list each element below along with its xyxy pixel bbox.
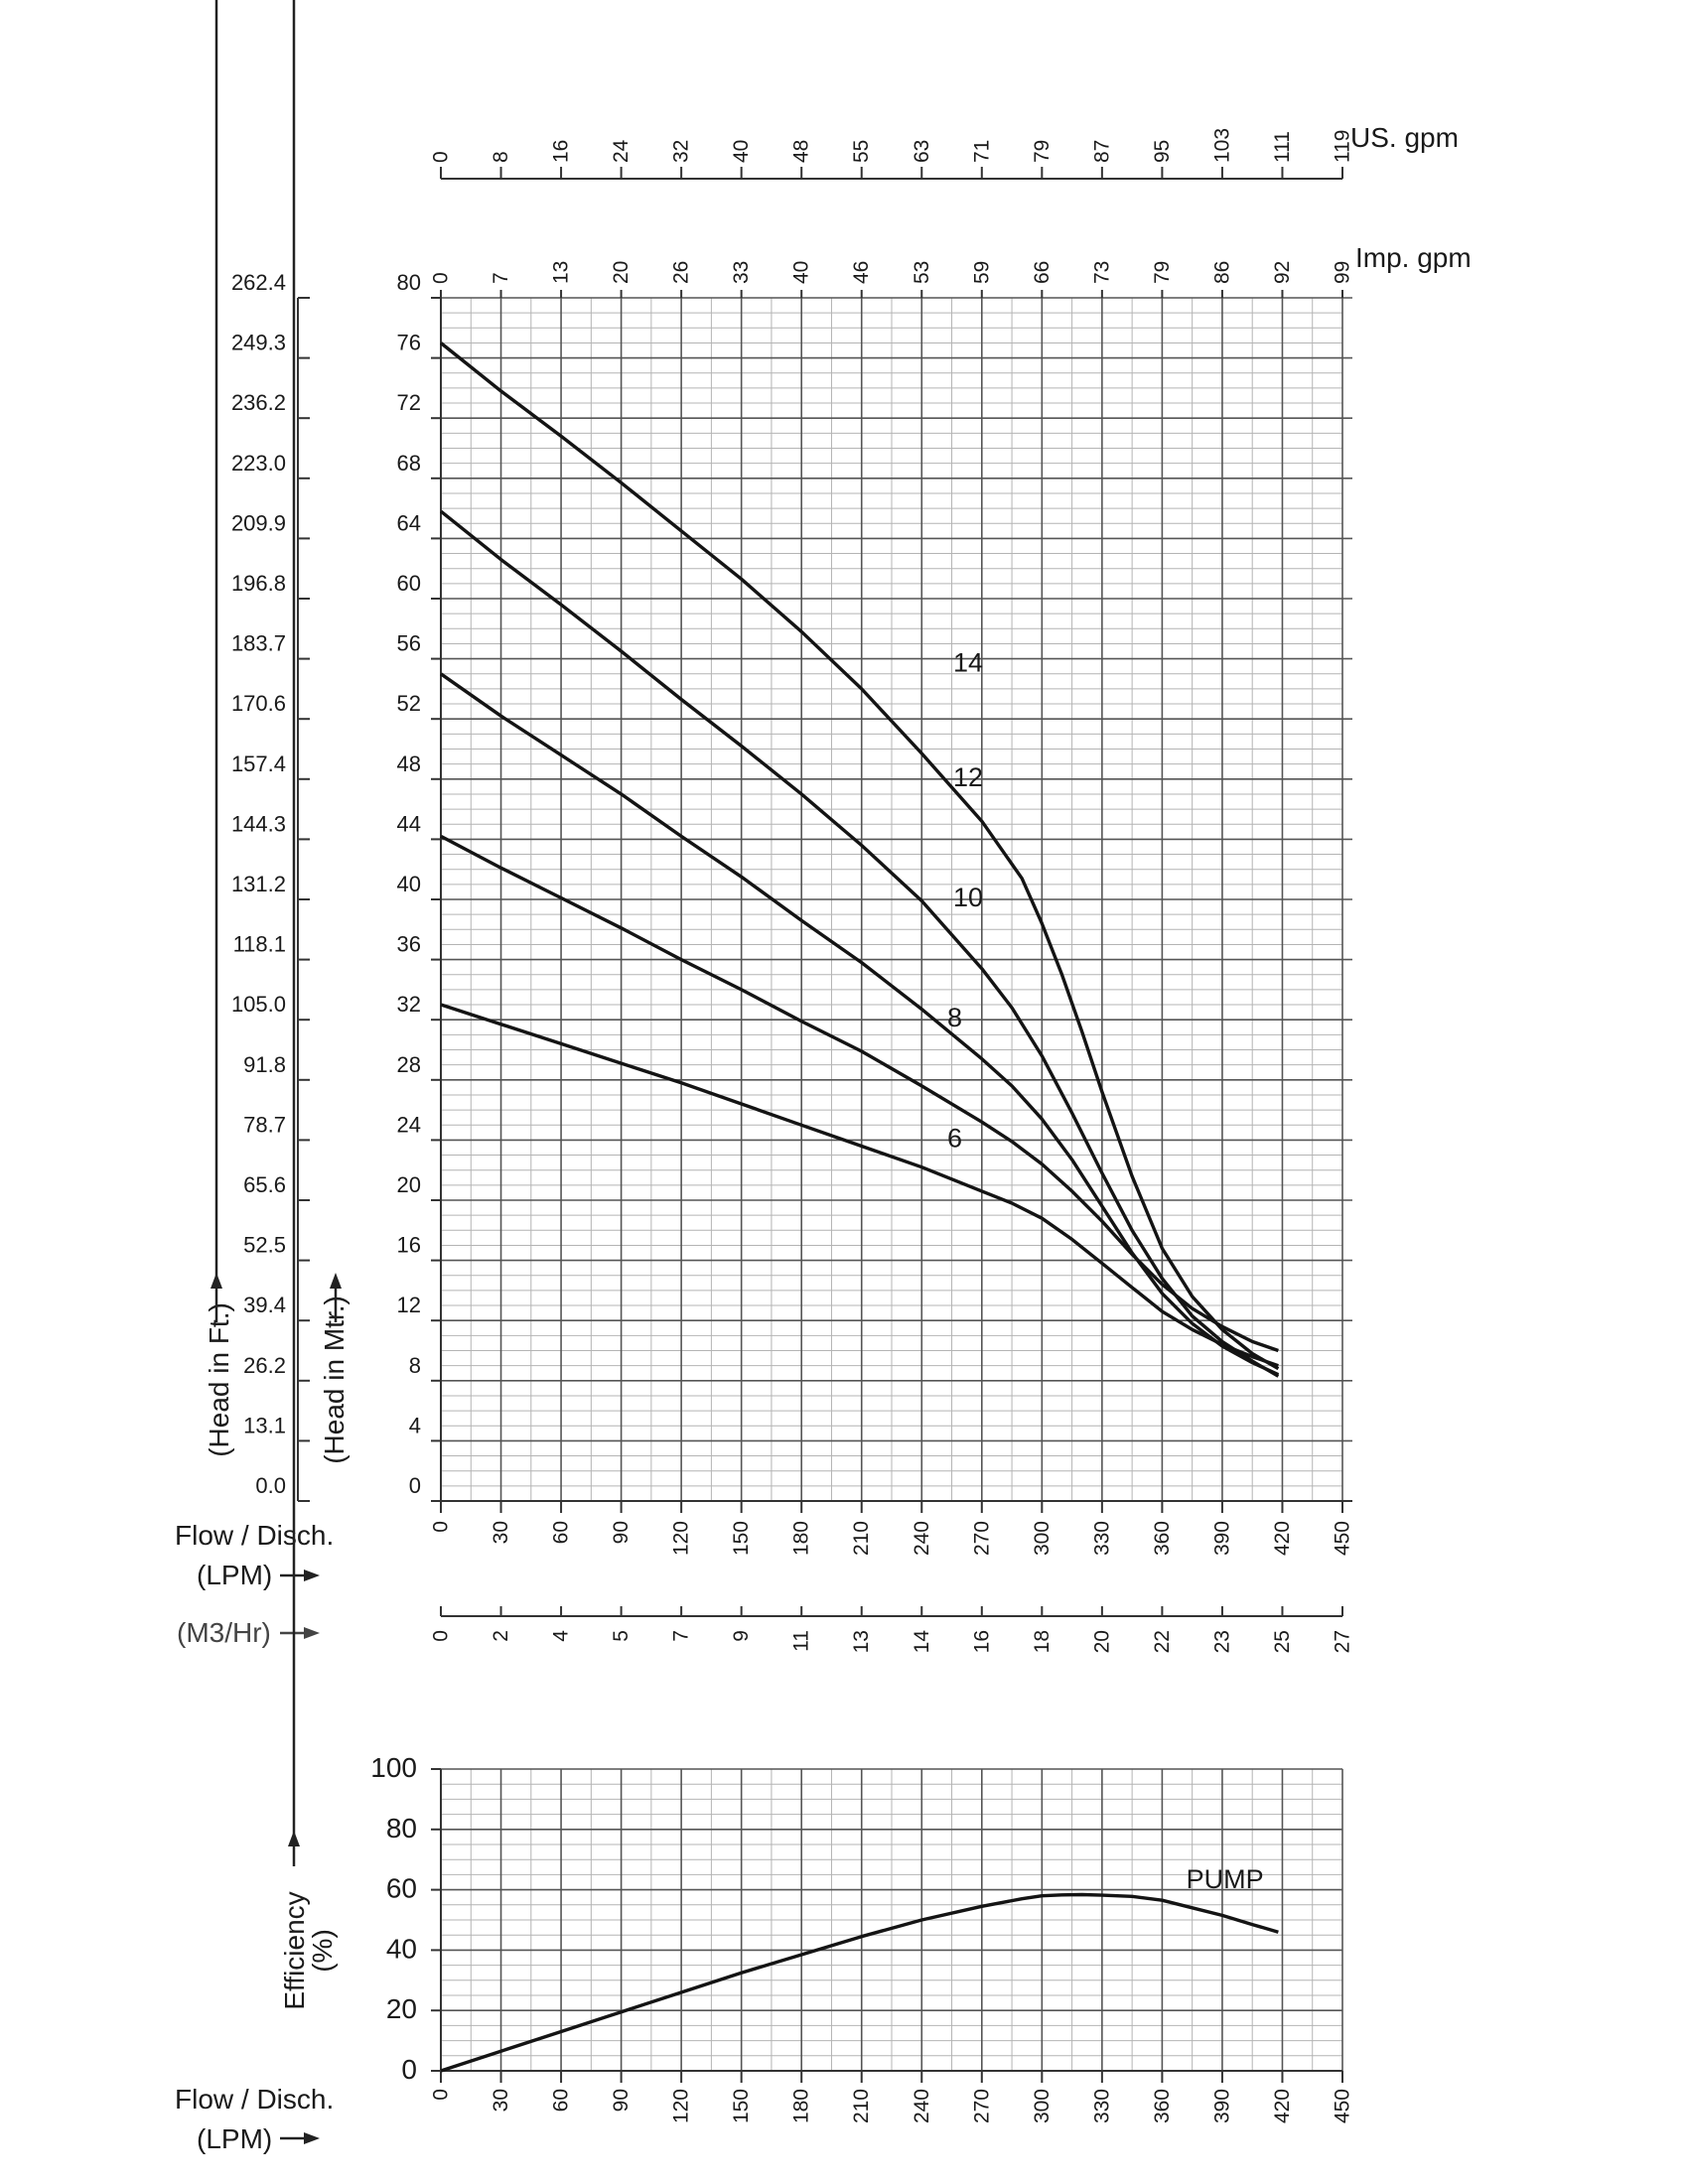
head-x-arrow <box>280 1570 320 1581</box>
us-gpm-tick-label: 71 <box>970 139 994 163</box>
imp-gpm-tick-label: 0 <box>429 272 453 284</box>
us-gpm-tick-label: 8 <box>490 151 513 163</box>
m3hr-tick-label: 27 <box>1331 1630 1354 1654</box>
head-ft-tick-label: 78.7 <box>243 1112 286 1138</box>
eff-y-tick-label: 80 <box>385 1812 417 1843</box>
head-ft-tick-label: 13.1 <box>243 1413 286 1438</box>
eff-lpm-tick-label: 90 <box>610 2089 633 2113</box>
us-gpm-tick-label: 32 <box>669 139 693 163</box>
eff-y-tick-label: 40 <box>385 1933 417 1965</box>
head-curve-8 <box>441 836 1278 1350</box>
us-gpm-tick-label: 40 <box>730 139 754 163</box>
us-gpm-tick-label: 79 <box>1030 139 1054 163</box>
head-curve-12 <box>441 511 1278 1376</box>
head-ft-tick-label: 157.4 <box>230 751 286 776</box>
head-m-tick-label: 60 <box>396 571 421 596</box>
head-curve-label-6: 6 <box>947 1123 963 1154</box>
head-x-axis-label-line1: Flow / Disch. <box>175 1520 335 1551</box>
eff-lpm-tick-label: 330 <box>1090 2089 1114 2124</box>
us-gpm-tick-label: 119 <box>1331 129 1354 163</box>
m3hr-tick-label: 5 <box>610 1630 633 1642</box>
head-m-tick-label: 24 <box>396 1112 421 1138</box>
head-chart-curves <box>441 343 1278 1377</box>
head-lpm-tick-label: 360 <box>1150 1521 1174 1557</box>
eff-lpm-tick-label: 180 <box>789 2089 813 2124</box>
us-gpm-unit-label: US. gpm <box>1350 122 1459 153</box>
m3hr-tick-label: 2 <box>490 1630 513 1642</box>
head-m-tick-label: 40 <box>396 872 421 896</box>
head-ft-tick-label: 0.0 <box>255 1473 286 1498</box>
eff-lpm-tick-label: 270 <box>970 2089 994 2124</box>
head-lpm-tick-label: 60 <box>549 1521 573 1545</box>
head-ft-tick-label: 26.2 <box>243 1352 286 1378</box>
head-m-tick-label: 20 <box>396 1172 421 1197</box>
us-gpm-tick-label: 103 <box>1210 127 1234 163</box>
eff-y-tick-label: 60 <box>385 1872 417 1904</box>
m3hr-tick-label: 16 <box>970 1630 994 1654</box>
imp-gpm-tick-label: 13 <box>549 260 573 284</box>
imp-gpm-tick-label: 66 <box>1030 260 1054 284</box>
imp-gpm-tick-label: 53 <box>910 260 933 284</box>
eff-lpm-tick-label: 60 <box>549 2089 573 2113</box>
head-lpm-tick-label: 150 <box>730 1521 754 1557</box>
efficiency-chart-grid <box>441 1769 1342 2083</box>
m3hr-axis <box>430 1606 1354 1653</box>
eff-x-arrow <box>280 2132 320 2144</box>
m3hr-tick-label: 9 <box>730 1630 754 1642</box>
us-gpm-tick-label: 87 <box>1090 139 1114 163</box>
head-ft-tick-label: 183.7 <box>230 630 286 656</box>
eff-lpm-tick-label: 150 <box>730 2089 754 2124</box>
head-m-tick-label: 4 <box>408 1413 421 1438</box>
efficiency-curve-label: PUMP <box>1186 1864 1264 1895</box>
imp-gpm-tick-label: 92 <box>1270 260 1294 284</box>
head-m-tick-label: 8 <box>408 1352 421 1378</box>
head-lpm-tick-label: 300 <box>1030 1521 1054 1557</box>
head-curve-label-10: 10 <box>953 882 984 912</box>
head-curve-label-12: 12 <box>953 761 984 792</box>
eff-lpm-tick-label: 360 <box>1150 2089 1174 2124</box>
head-m-axis-label: (Head in Mtr.) <box>319 1296 350 1464</box>
imp-gpm-tick-label: 99 <box>1331 260 1354 284</box>
efficiency-axis-label-line1: Efficiency <box>279 1891 310 2010</box>
m3hr-tick-label: 25 <box>1270 1630 1294 1654</box>
head-lpm-tick-label: 210 <box>850 1521 874 1557</box>
head-m-tick-label: 56 <box>396 630 421 656</box>
head-ft-tick-label: 39.4 <box>243 1293 286 1318</box>
head-chart-grid <box>441 290 1352 1513</box>
head-ft-tick-label: 105.0 <box>230 992 286 1018</box>
us-gpm-tick-label: 95 <box>1150 139 1174 163</box>
head-m-tick-label: 12 <box>396 1293 421 1318</box>
head-curve-label-14: 14 <box>953 647 984 678</box>
eff-lpm-tick-label: 300 <box>1030 2089 1054 2124</box>
us-gpm-tick-label: 55 <box>850 139 874 163</box>
head-m-tick-label: 72 <box>396 390 421 416</box>
m3hr-tick-label: 11 <box>789 1630 813 1652</box>
head-lpm-tick-label: 330 <box>1090 1521 1114 1557</box>
head-lpm-tick-label: 180 <box>789 1521 813 1557</box>
us-gpm-tick-label: 48 <box>789 139 813 163</box>
head-lpm-tick-label: 0 <box>429 1521 453 1533</box>
efficiency-axis-label-line2: (%) <box>307 1929 338 1973</box>
head-m-tick-label: 16 <box>396 1232 421 1258</box>
imp-gpm-tick-label: 73 <box>1090 260 1114 284</box>
head-ft-tick-label: 223.0 <box>230 450 286 476</box>
eff-lpm-tick-label: 120 <box>669 2089 693 2124</box>
head-lpm-tick-label: 450 <box>1331 1521 1354 1557</box>
eff-lpm-tick-label: 420 <box>1270 2089 1294 2124</box>
us-gpm-tick-label: 111 <box>1270 131 1294 163</box>
eff-lpm-tick-label: 390 <box>1210 2089 1234 2124</box>
head-x-axis-label-line2: (LPM) <box>197 1560 273 1590</box>
head-lpm-tick-label: 420 <box>1270 1521 1294 1557</box>
m3hr-arrow <box>280 1627 320 1639</box>
efficiency-curve-pump <box>441 1895 1278 2072</box>
head-ft-axis-label: (Head in Ft.) <box>204 1302 234 1457</box>
head-ft-arrow <box>211 0 222 1322</box>
m3hr-tick-label: 20 <box>1090 1630 1114 1654</box>
us-gpm-tick-label: 63 <box>910 139 933 163</box>
imp-gpm-tick-label: 7 <box>490 272 513 284</box>
head-lpm-tick-label: 120 <box>669 1521 693 1557</box>
head-m-tick-label: 32 <box>396 992 421 1018</box>
m3hr-tick-label: 0 <box>429 1630 453 1642</box>
m3hr-tick-label: 23 <box>1210 1630 1234 1654</box>
us-gpm-tick-label: 16 <box>549 139 573 163</box>
eff-x-axis-label-line2: (LPM) <box>197 2123 273 2154</box>
head-m-tick-label: 44 <box>396 811 421 837</box>
eff-x-axis-label-line1: Flow / Disch. <box>175 2084 335 2115</box>
eff-lpm-tick-label: 450 <box>1331 2089 1354 2124</box>
head-m-tick-label: 0 <box>408 1473 421 1498</box>
head-ft-tick-label: 196.8 <box>230 571 286 596</box>
eff-y-tick-label: 0 <box>401 2054 417 2085</box>
imp-gpm-tick-label: 26 <box>669 260 693 284</box>
top-axes <box>430 128 1354 179</box>
head-ft-tick-label: 131.2 <box>230 872 286 896</box>
m3hr-tick-label: 7 <box>669 1630 693 1642</box>
head-ft-tick-label: 118.1 <box>232 931 286 957</box>
head-curve-label-8: 8 <box>947 1003 963 1033</box>
head-m-tick-label: 80 <box>396 270 421 295</box>
head-ft-tick-label: 52.5 <box>243 1232 286 1258</box>
head-ft-tick-label: 144.3 <box>230 811 286 837</box>
head-chart-labels <box>231 261 1354 1556</box>
head-ft-tick-label: 236.2 <box>230 390 286 416</box>
head-m-tick-label: 76 <box>396 330 421 355</box>
head-lpm-tick-label: 390 <box>1210 1521 1234 1557</box>
head-lpm-tick-label: 30 <box>490 1521 513 1545</box>
m3hr-label: (M3/Hr) <box>177 1617 271 1648</box>
m3hr-tick-label: 14 <box>910 1630 933 1654</box>
eff-lpm-tick-label: 0 <box>429 2089 453 2101</box>
imp-gpm-tick-label: 46 <box>850 260 874 284</box>
head-ft-tick-label: 65.6 <box>243 1172 286 1197</box>
head-ft-tick-label: 249.3 <box>230 330 286 355</box>
imp-gpm-tick-label: 86 <box>1210 260 1234 284</box>
eff-lpm-tick-label: 210 <box>850 2089 874 2124</box>
imp-gpm-tick-label: 59 <box>970 260 994 284</box>
head-lpm-tick-label: 240 <box>910 1521 933 1557</box>
imp-gpm-tick-label: 79 <box>1150 260 1174 284</box>
m3hr-tick-label: 13 <box>850 1630 874 1654</box>
m3hr-tick-label: 18 <box>1030 1630 1054 1654</box>
m3hr-tick-label: 22 <box>1150 1630 1174 1654</box>
eff-lpm-tick-label: 30 <box>490 2089 513 2113</box>
head-ft-tick-label: 170.6 <box>230 691 286 717</box>
head-m-tick-label: 48 <box>396 751 421 776</box>
m3hr-tick-label: 4 <box>549 1630 573 1642</box>
eff-lpm-tick-label: 240 <box>910 2089 933 2124</box>
us-gpm-tick-label: 24 <box>610 139 633 163</box>
head-m-tick-label: 64 <box>396 510 421 536</box>
eff-y-tick-label: 20 <box>385 1993 417 2025</box>
imp-gpm-unit-label: Imp. gpm <box>1355 242 1472 273</box>
eff-y-tick-label: 100 <box>370 1752 417 1783</box>
us-gpm-tick-label: 0 <box>429 151 453 163</box>
head-m-tick-label: 36 <box>396 931 421 957</box>
imp-gpm-tick-label: 40 <box>789 260 813 284</box>
head-m-tick-label: 28 <box>396 1051 421 1077</box>
efficiency-chart-curves <box>441 1864 1278 2071</box>
imp-gpm-tick-label: 20 <box>610 260 633 284</box>
head-ft-tick-label: 209.9 <box>230 510 286 536</box>
imp-gpm-tick-label: 33 <box>730 260 754 284</box>
head-m-tick-label: 52 <box>396 691 421 717</box>
head-ft-tick-label: 91.8 <box>243 1051 286 1077</box>
head-ft-tick-label: 262.4 <box>230 270 286 295</box>
head-lpm-tick-label: 270 <box>970 1521 994 1557</box>
head-lpm-tick-label: 90 <box>610 1521 633 1545</box>
head-m-tick-label: 68 <box>396 450 421 476</box>
